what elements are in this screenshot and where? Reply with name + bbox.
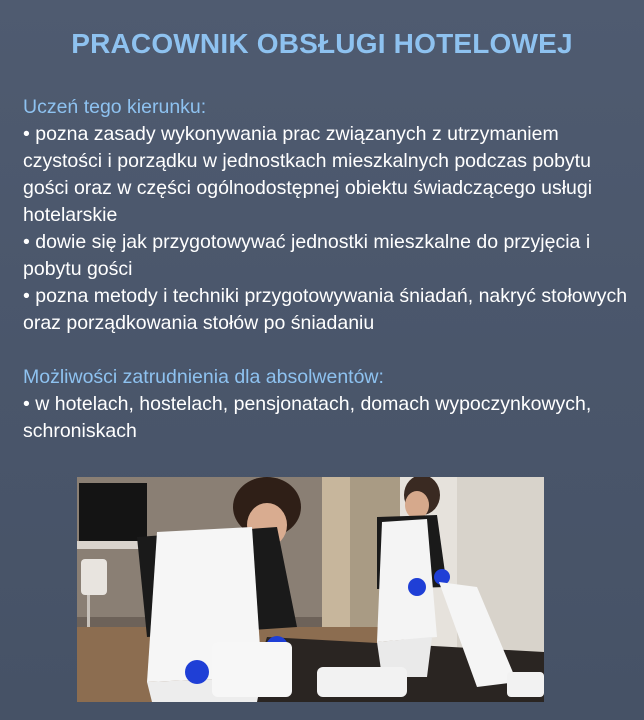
section-heading-student: Uczeń tego kierunku:	[23, 96, 207, 118]
slide-content	[23, 94, 633, 445]
section-heading-employment: Możliwości zatrudnienia dla absolwentów:	[23, 366, 384, 388]
list-item: • pozna metody i techniki przygotowywania śniadań, nakryć stołowych oraz porządkowania stołów po śniadaniu	[23, 285, 628, 334]
list-item: • pozna zasady wykonywania prac związanych z utrzymaniem czystości i porządku w jednostkach mieszkalnych podczas pobytu gości oraz w części ogólnodostępnej obiektu świadczącego usługi hotelarskie	[23, 123, 593, 226]
page-title: PRACOWNIK OBSŁUGI HOTELOWEJ	[71, 28, 573, 59]
list-item: • dowie się jak przygotowywać jednostki mieszkalne do przyjęcia i pobytu gości	[23, 231, 591, 280]
list-item: • w hotelach, hostelach, pensjonatach, domach wypoczynkowych, schroniskach	[23, 393, 592, 442]
spacer	[23, 337, 633, 364]
housekeeping-photo	[77, 477, 544, 702]
